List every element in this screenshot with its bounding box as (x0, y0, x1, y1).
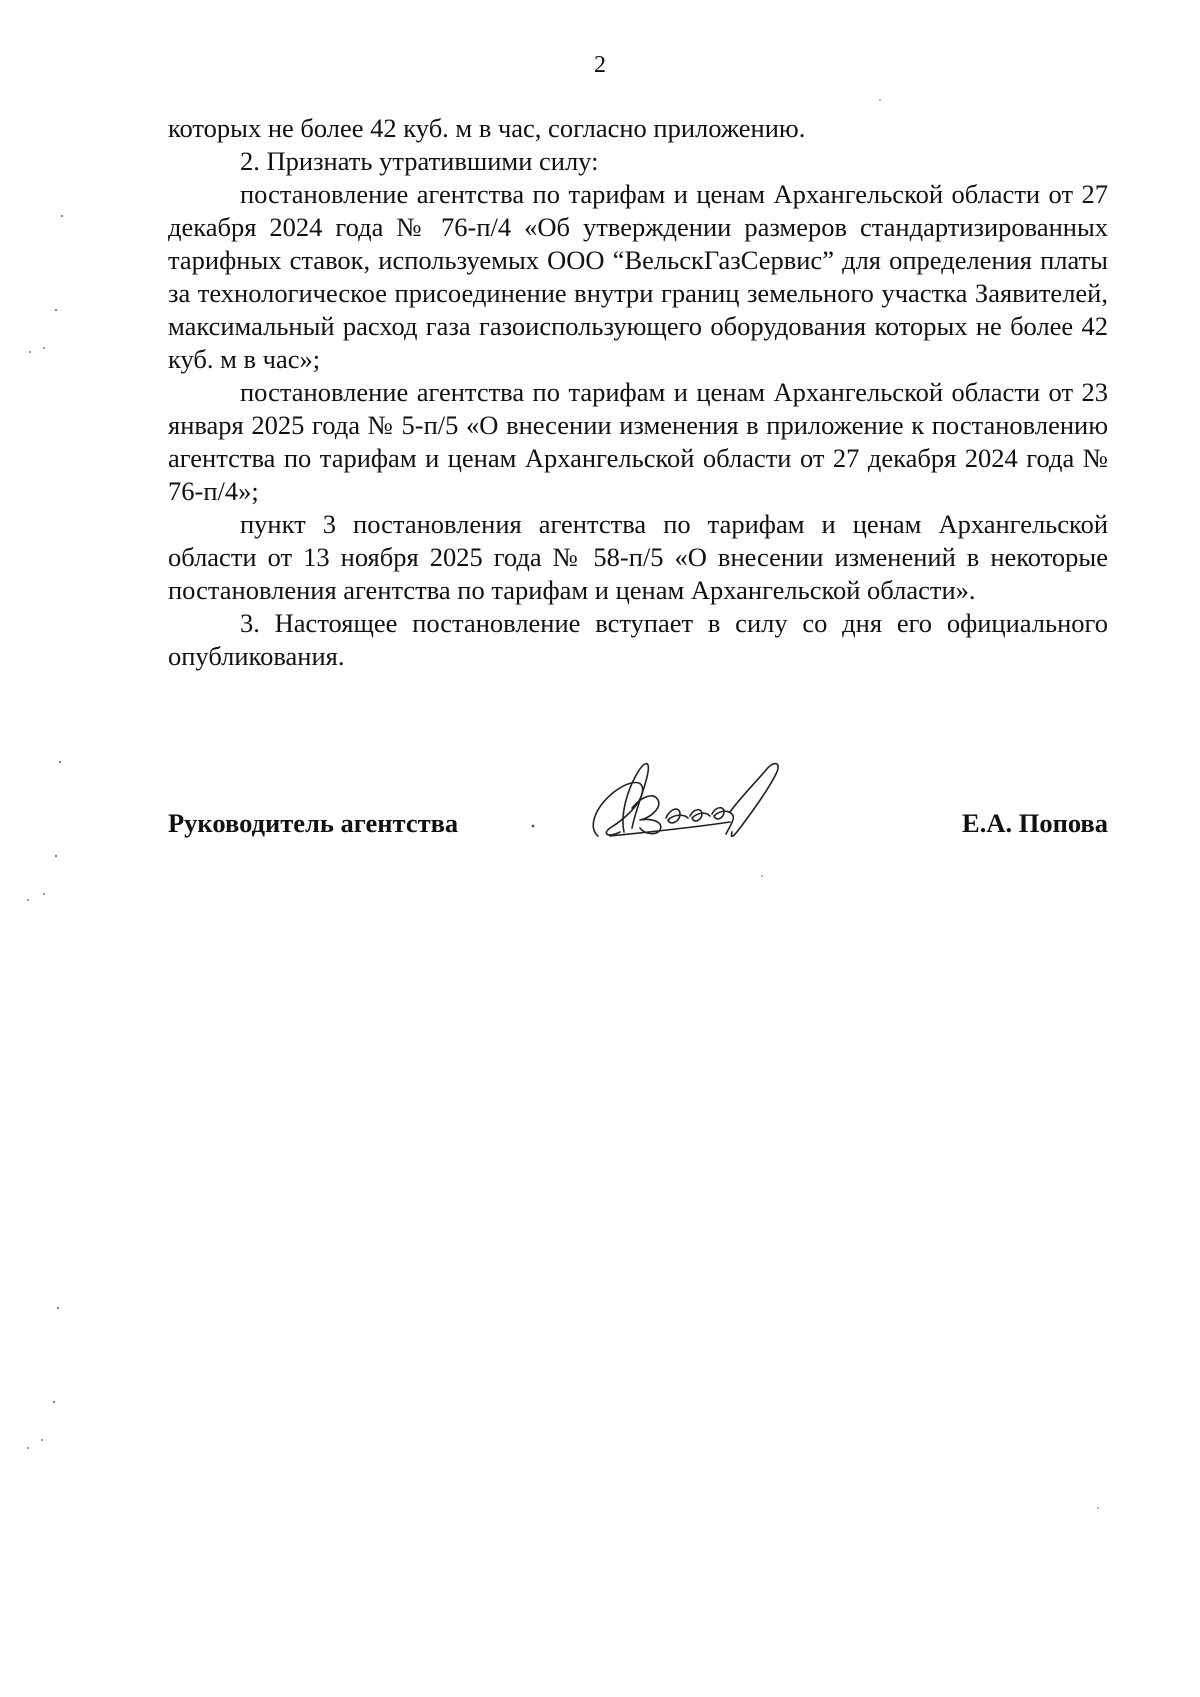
paragraph-continuation: которых не более 42 куб. м в час, согласно приложению. (168, 113, 806, 143)
page-number: 2 (594, 52, 606, 78)
signer-name: Е.А. Попова (962, 808, 1108, 838)
paragraph-item-2: 2. Признать утратившими силу: (240, 146, 599, 176)
paragraph-repealed-act-2: постановление агентства по тарифам и ценам Архангельской области от 23 января 2025 года № 5-п/5 «О внесении изменения в приложение к постановлению агентства по тарифам и ценам Архангельской области от 27 декабря 2024 года № 76-п/4»; (168, 377, 1108, 506)
paragraph-repealed-act-1: постановление агентства по тарифам и ценам Архангельской области от 27 декабря 2024 года № 76-п/4 «Об утверждении размеров стандартизированных тарифных ставок, используемых ООО “ВельскГазСервис” для определения платы за технологическое присоединение внутри границ земельного участка Заявителей, максимальный расход газа газоиспользующего оборудования которых не более 42 куб. м в час»; (168, 179, 1108, 374)
paragraph-item-3: 3. Настоящее постановление вступает в силу со дня его официального опубликования. (168, 608, 1108, 671)
paragraph-repealed-act-3: пункт 3 постановления агентства по тарифам и ценам Архангельской области от 13 ноября 2025 года № 58-п/5 «О внесении изменений в некоторые постановления агентства по тарифам и ценам Архангельской области». (168, 509, 1108, 605)
signer-title: Руководитель агентства (168, 808, 459, 838)
